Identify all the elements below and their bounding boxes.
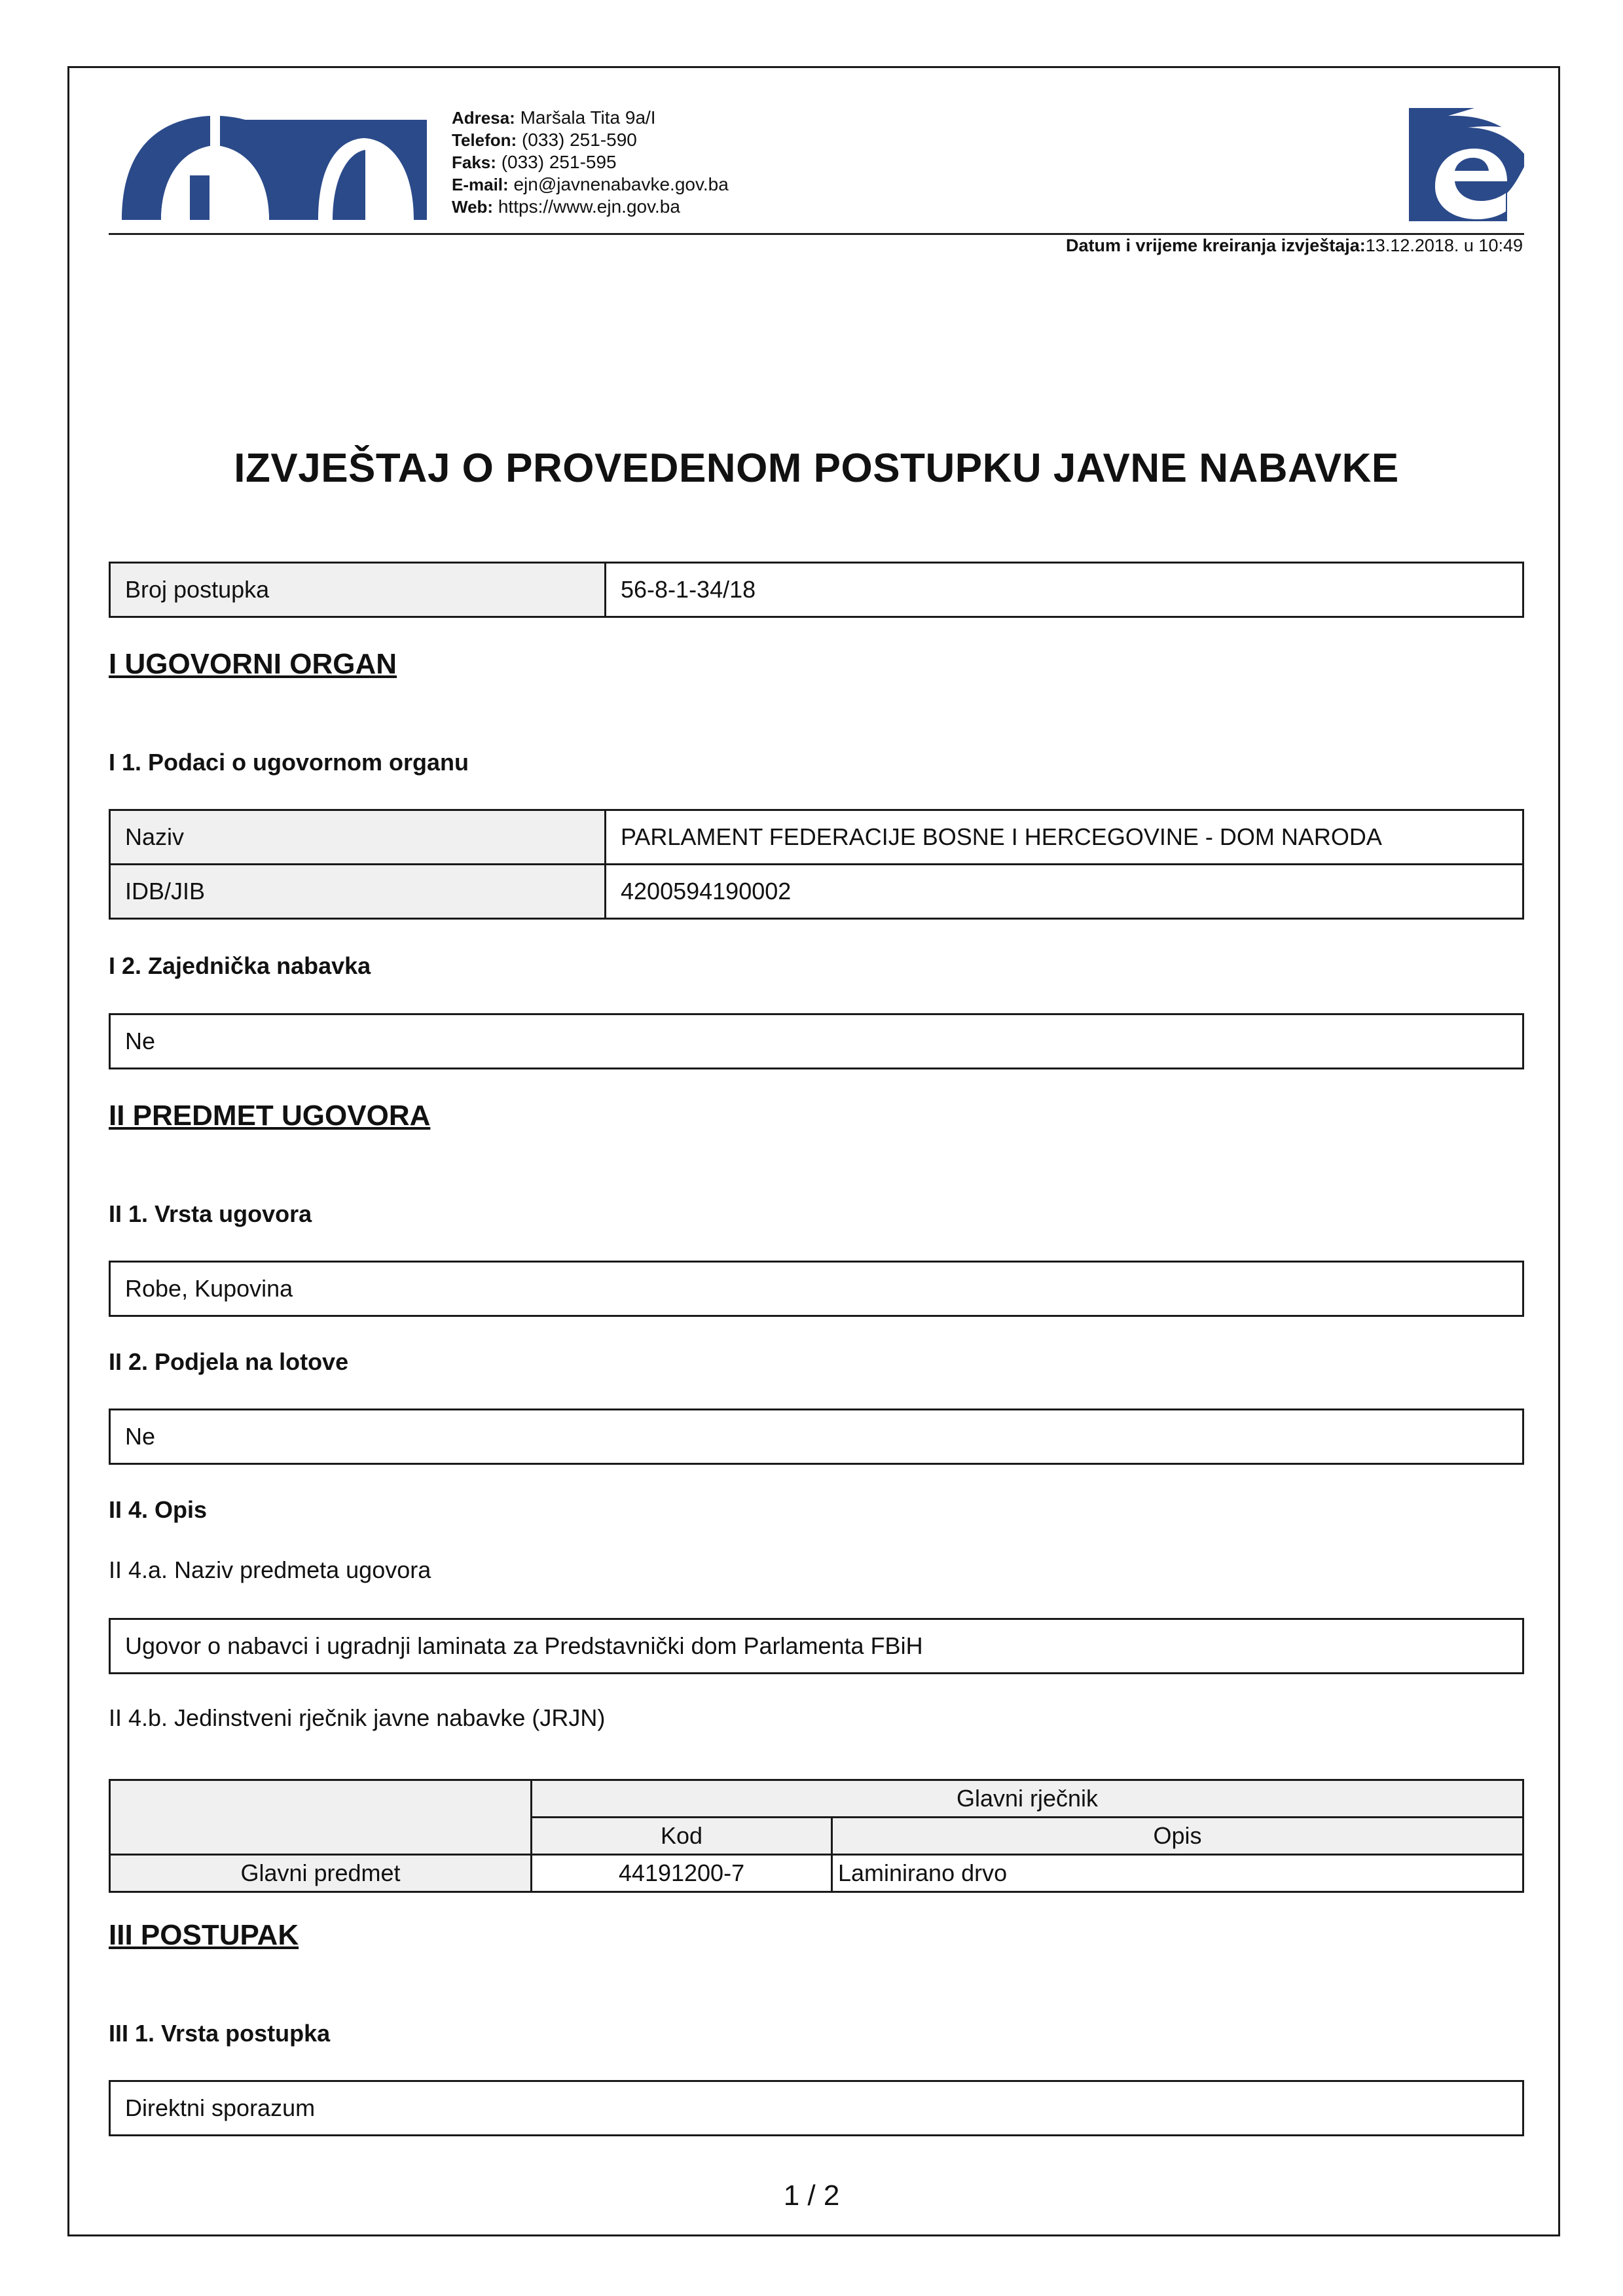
jrjn-desc: Laminirano drvo (832, 1855, 1523, 1892)
lots-value: Ne (109, 1408, 1524, 1465)
contact-fax: Faks: (033) 251-595 (452, 152, 617, 172)
jrjn-col-desc: Opis (832, 1818, 1523, 1855)
table-row (110, 1780, 1523, 1818)
procedure-value: 56-8-1-34/18 (606, 563, 1523, 617)
subsection-2-4: II 4. Opis (109, 1496, 208, 1523)
table-row (110, 563, 1523, 617)
authority-id-value: 4200594190002 (606, 865, 1523, 919)
table-row (110, 810, 1523, 865)
table-row (110, 1855, 1523, 1892)
section-heading-3: III POSTUPAK (109, 1919, 299, 1951)
procedure-table (109, 562, 1524, 618)
subsection-1-2: I 2. Zajednička nabavka (109, 952, 371, 979)
jrjn-table (109, 1779, 1524, 1893)
jrjn-row-label: Glavni predmet (110, 1855, 532, 1892)
contracting-authority-table (109, 809, 1524, 920)
joint-procurement-value: Ne (109, 1013, 1524, 1069)
contact-phone: Telefon: (033) 251-590 (452, 130, 637, 150)
contact-email: E-mail: ejn@javnenabavke.gov.ba (452, 174, 729, 194)
procedure-type-value: Direktni sporazum (109, 2080, 1524, 2136)
jrjn-group-header: Glavni rječnik (532, 1780, 1523, 1818)
procedure-key: Broj postupka (110, 563, 606, 617)
authority-name-key: Naziv (110, 810, 606, 865)
section-heading-1: I UGOVORNI ORGAN (109, 648, 397, 680)
document-title: IZVJEŠTAJ O PROVEDENOM POSTUPKU JAVNE NABAVKE (234, 446, 1399, 491)
ejn-logo (122, 107, 427, 220)
contact-address: Adresa: Maršala Tita 9a/I (452, 107, 656, 128)
page-number: 1 / 2 (783, 2179, 840, 2212)
subsection-3-1: III 1. Vrsta postupka (109, 2020, 331, 2047)
table-row (110, 865, 1523, 919)
section-heading-2: II PREDMET UGOVORA (109, 1100, 431, 1132)
page-frame (67, 66, 1560, 2236)
subsection-2-2: II 2. Podjela na lotove (109, 1348, 349, 1375)
subsection-2-4b: II 4.b. Jedinstveni rječnik javne nabavke (JRJN) (109, 1704, 606, 1731)
subsection-2-4a: II 4.a. Naziv predmeta ugovora (109, 1556, 431, 1583)
contact-web: Web: https://www.ejn.gov.ba (452, 196, 680, 217)
contract-type-value: Robe, Kupovina (109, 1261, 1524, 1317)
contract-subject-value: Ugovor o nabavci i ugradnji laminata za Predstavnički dom Parlamenta FBiH (109, 1618, 1524, 1674)
jrjn-corner-cell (110, 1780, 532, 1855)
header-divider (109, 233, 1524, 235)
jrjn-code: 44191200-7 (532, 1855, 832, 1892)
contact-block (452, 107, 729, 218)
authority-id-key: IDB/JIB (110, 865, 606, 919)
authority-name-value: PARLAMENT FEDERACIJE BOSNE I HERCEGOVINE - DOM NARODA (606, 810, 1523, 865)
subsection-1-1: I 1. Podaci o ugovornom organu (109, 749, 469, 776)
report-created: Datum i vrijeme kreiranja izvještaja:13.12.2018. u 10:49 (1066, 236, 1523, 255)
e-badge-icon (1409, 108, 1524, 221)
subsection-2-1: II 1. Vrsta ugovora (109, 1200, 312, 1227)
jrjn-col-code: Kod (532, 1818, 832, 1855)
